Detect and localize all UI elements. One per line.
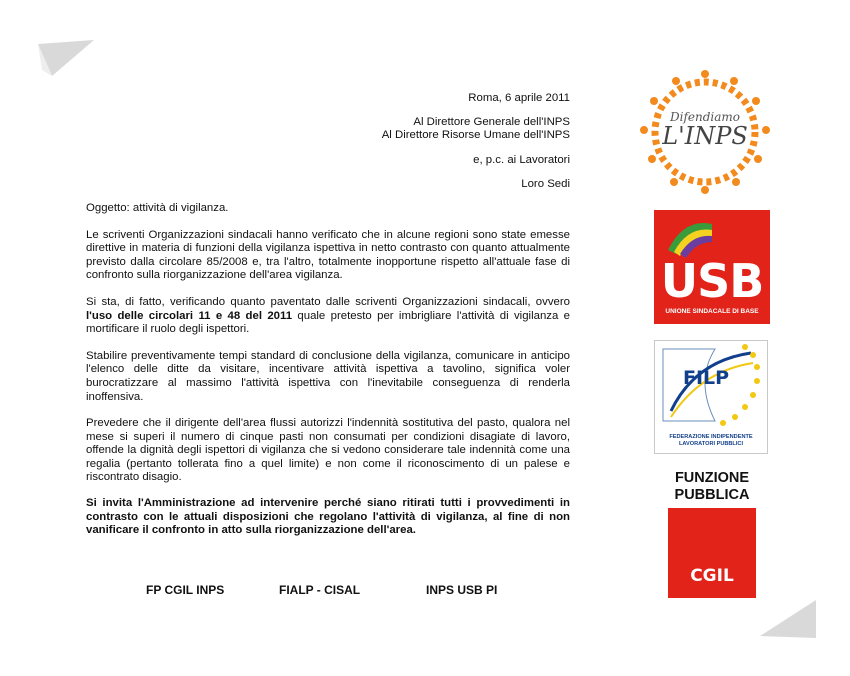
filp-subtitle-line-2: LAVORATORI PUBBLICI (678, 441, 744, 447)
paragraph-3: Stabilire preventivamente tempi standard di conclusione della vigilanza, comunicare in anticipo l'elenco delle ditte da visitare, incentivare attività ispettiva a tavolino, significa voler burocratizzare al massimo l'attività ispettiva con l'inevitabile conseguenza di renderla inoffensiva. (86, 349, 570, 403)
difendiamo-inps-logo (634, 66, 776, 198)
letter-date: Roma, 6 aprile 2011 (468, 92, 570, 104)
fp-cgil-logo (664, 470, 760, 600)
paragraph-2 (86, 296, 570, 337)
signature-fialp-cisal: FIALP - CISAL (279, 583, 361, 597)
usb-logo (654, 210, 770, 324)
filp-subtitle-line-1: FEDERAZIONE INDIPENDENTE (669, 434, 753, 440)
closing-request: Si invita l'Amministrazione ad intervenire perché siano ritirati tutti i provvedimenti in contrasto con le attuali disposizioni che regolano l'attività di vigilanza, al fine di non vanificare il confronto in atto sulla riorganizzazione dell'area. (86, 497, 570, 537)
paragraph-2-bold: l'uso delle circolari 11 e 48 del 2011 (86, 309, 293, 322)
logo-difendiamo-text: Difendiamo (669, 110, 740, 124)
paragraph-4: Prevedere che il dirigente dell'area flussi autorizzi l'indennità sostitutiva del pasto, qualora nel mese si superi il numero di cinque pasti non consumati per condizioni disagiate di lavoro, offende la dignità degli ispettori di vigilanza che si vedono considerare tale indennità come una regalia (pertanto tollerata fino a quel limite) e non come il riconoscimento di un palese e riscontrato disagio. (86, 417, 570, 484)
usb-logo-subtitle: UNIONE SINDACALE DI BASE (665, 308, 759, 315)
signature-fp-cgil: FP CGIL INPS (146, 583, 225, 597)
page-curl-top-left (38, 40, 94, 76)
page-curl-bottom-right (760, 600, 816, 638)
recipient-line-2: Al Direttore Risorse Umane dell'INPS (381, 129, 570, 142)
paragraph-1: Le scriventi Organizzazioni sindacali hanno verificato che in alcune regioni sono state emesse direttive in materia di funzioni della vigilanza ispettiva in netto contrasto con quanto attualmente previsto dalla circolare 85/2008 e, tra l'altro, totalmente inopportune rispetto all'attuale fase di confronto sulla riorganizzazione dell'area vigilanza. (86, 228, 570, 282)
usb-logo-text: USB (660, 254, 764, 308)
fp-title-line-2: PUBBLICA (674, 487, 750, 503)
recipient-line-1: Al Direttore Generale dell'INPS (413, 115, 570, 128)
filp-logo (654, 340, 768, 454)
cgil-logo-text: CGIL (690, 566, 734, 586)
fp-red-box (668, 508, 756, 598)
paragraph-2-start: Si sta, di fatto, verificando quanto paventato dalle scriventi Organizzazioni sindacali, ovvero (86, 295, 570, 308)
letter-body (86, 92, 570, 538)
loro-sedi-line: Loro Sedi (521, 178, 570, 191)
paragraph-2-end: quale pretesto per imbrigliare l'attività di vigilanza e mortificare il ruolo degli ispettori. (86, 309, 570, 336)
fp-title-line-1: FUNZIONE (674, 470, 750, 486)
signature-inps-usb: INPS USB PI (426, 583, 498, 597)
fp-title (664, 470, 760, 504)
filp-logo-text: FILP (683, 367, 730, 389)
rainbow-flag-icon (654, 210, 770, 260)
filp-logo-subtitle (657, 434, 765, 448)
cc-line: e, p.c. ai Lavoratori (473, 153, 570, 166)
logo-inps-text: L'INPS (662, 122, 748, 150)
letter-subject: Oggetto: attività di vigilanza. (86, 201, 229, 214)
